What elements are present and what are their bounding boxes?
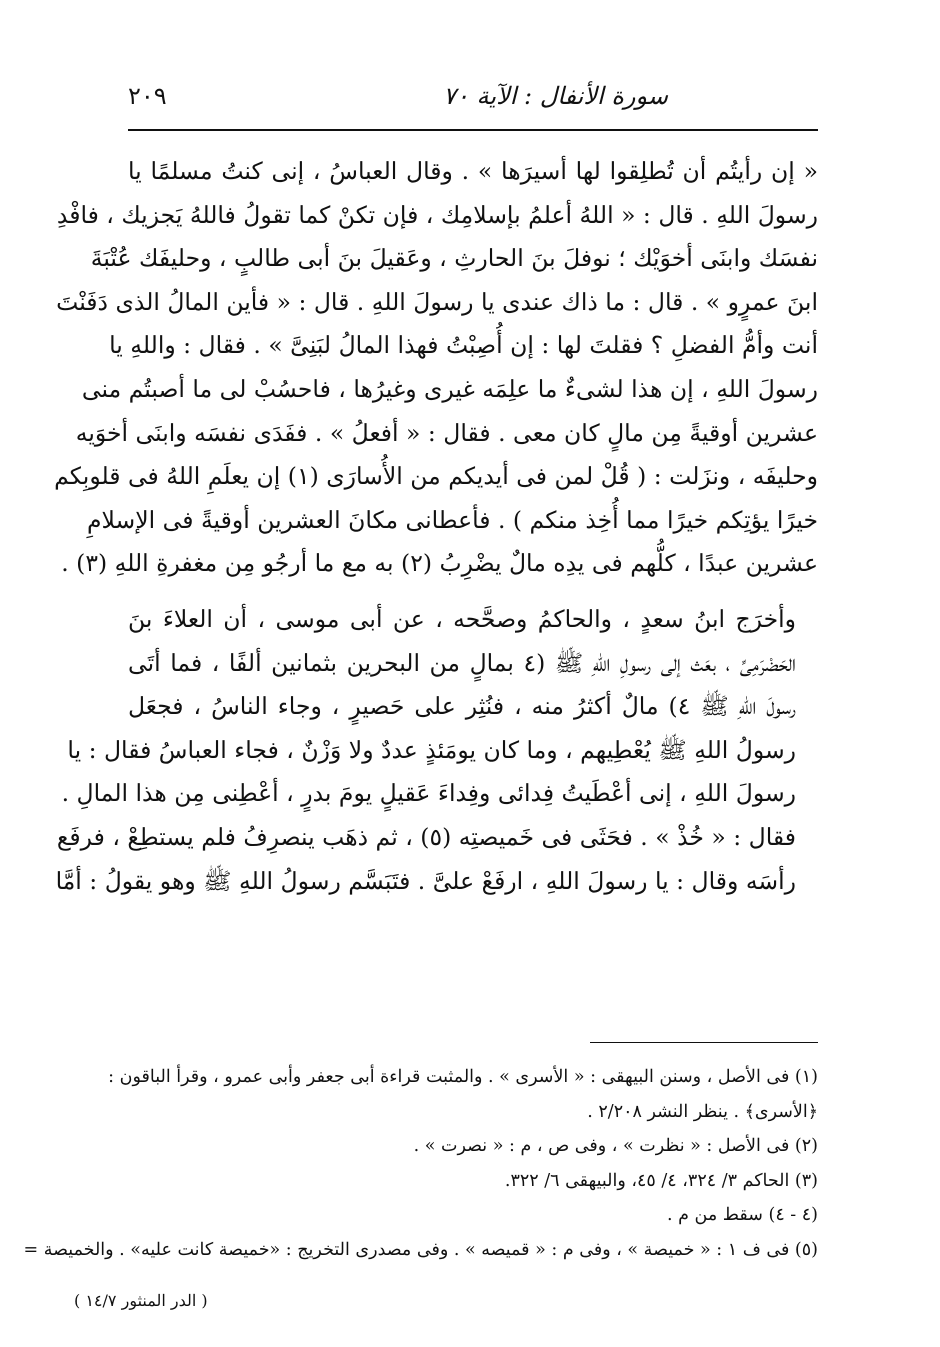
footnote-1-cont: ﴿الأسرى﴾ . ينظر النشر ٢/٢٠٨ . (587, 1101, 818, 1122)
text-line: رسولَ اللهِ . قال : « اللهُ أعلمُ بإسلامِك ، فإن تكنْ كما تقولُ فاللهُ يَجزيك ، فافْدِ (56, 200, 818, 229)
surah-title: سورة الأنفال : الآية ٧٠ (443, 82, 668, 110)
main-text (54, 150, 818, 903)
text-line: نفسَك وابنَى أخوَيْك ؛ نوفلَ بنَ الحارثِ ، وعَقيلَ بنَ أبى طالبٍ ، وحليفَك عُتْبَةَ (90, 244, 818, 273)
footnote-divider (590, 1042, 818, 1043)
paragraph-2 (55, 598, 818, 903)
text-line: رأسَه وقال : يا رسولَ اللهِ ، ارفَعْ علىَّ . فتَبَسَّم رسولُ اللهِ ﷺ وهو يقولُ : أمَّا (55, 866, 796, 895)
footnote-2: (٢) فى الأصل : « نظرت » ، وفى ص ، م : « نصرت » . (413, 1136, 818, 1156)
text-line: الحَضْرَمِىِّ ، بعَث إلى رسولِ اللهِ ﷺ (٤ بمالٍ من البحرين بثمانين ألفًا ، فما أتَى (128, 648, 796, 677)
header-divider (128, 129, 818, 131)
text-line: عشرين عبدًا ، كلُّهم فى يدِه مالٌ يضْرِبُ (٢) به مع ما أرجُو مِن مغفرةِ اللهِ (٣) . (61, 549, 818, 578)
text-line: رسولَ اللهِ ، إن هذا لشىءٌ ما علِمَه غيرى وغيرُها ، فاحسُبْ لى ما أصبتُم منى (81, 374, 818, 403)
text-line: وحليفَه ، ونزَلت : ( قُلْ لمن فى أيديكم من الأُسارَى (١) إن يعلَمِ اللهُ فى قلوبِكم (54, 462, 818, 491)
paragraph-1 (54, 150, 818, 586)
text-line: أنت وأمُّ الفضلِ ؟ فقلتَ لها : إن أُصِبْتُ فهذا المالُ لبَنِىَّ » . فقال : واللهِ يا (109, 331, 818, 360)
text-line: رسولَ اللهِ ، إنى أعْطَيتُ فِدائى وفِداءَ عَقيلٍ يومَ بدرٍ ، أعْطِنى مِن هذا المالِ . (61, 779, 796, 808)
footnote-4: (٤ - ٤) سقط من م . (667, 1205, 818, 1225)
text-line: عشرين أوقيةً مِن مالٍ كان معى . فقال : « أفعلُ » . ففَدَى نفسَه وابنَى أخوَيه (75, 418, 818, 447)
text-line: ابنَ عمرٍو » . قال : ما ذاك عندى يا رسولَ اللهِ . قال : « فأين المالُ الذى دَفَنْتَ (56, 287, 818, 316)
text-line: رسولُ اللهِ ﷺ يُعْطِيهم ، وما كان يومَئذٍ عددٌ ولا وَزْنٌ ، فجاء العباسُ فقال : يا (67, 735, 796, 764)
printer-signature: ( الدر المنثور ١٤/٧ ) (74, 1291, 208, 1310)
footnote-3: (٣) الحاكم ٣/ ٣٢٤، ٤/ ٤٥، والبيهقى ٦/ ٣٢٢. (504, 1170, 818, 1191)
footnote-5: (٥) فى ف ١ : « خميصة » ، وفى م : « قميصه » . وفى مصدرى التخريج : «خميصة كانت عليه» . والخميصة = (23, 1239, 818, 1260)
text-line: « إن رأيتُم أن تُطلِقوا لها أسيرَها » . وقال العباسُ ، إنى كنتُ مسلمًا يا (128, 157, 818, 185)
text-line: وأخرَج ابنُ سعدٍ ، والحاكمُ وصحَّحه ، عن أبى موسى ، أن العلاءَ بنَ (128, 604, 796, 633)
page-header (128, 82, 818, 122)
text-line: خيرًا يؤتِكم خيرًا مما أُخِذ منكم ) . فأعطانى مكانَ العشرين أوقيةً فى الإسلامِ (86, 505, 818, 534)
text-line: رسولَ اللهِ ﷺ ٤) مالٌ أكثرُ منه ، فنُثِر على حَصيرٍ ، وجاء الناسُ ، فجعَل (128, 692, 797, 721)
page-number: ٢٠٩ (128, 82, 167, 110)
footnotes (23, 1060, 818, 1267)
footnote-1: (١) فى الأصل ، وسنن البيهقى : « الأسرى » . والمثبت قراءة أبى جعفر وأبى عمرو ، وقرأ الباقون : (108, 1067, 818, 1087)
text-line: فقال : « خُذْ » . فحَثَى فى خَميصتِه (٥) ، ثم ذهَب ينصرِفُ فلم يستطِعْ ، فرفَع (56, 822, 796, 851)
